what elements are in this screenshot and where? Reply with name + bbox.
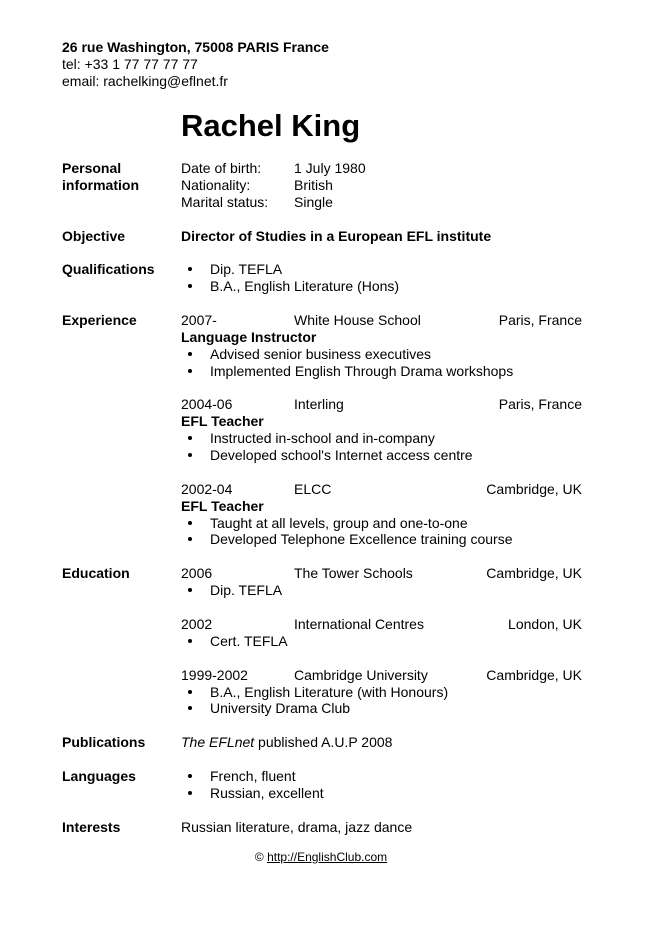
personal-key: Date of birth: (181, 160, 262, 176)
job-dates: 2004-06 (181, 396, 233, 412)
bullet-icon (188, 278, 192, 295)
language-item: French, fluent (210, 768, 296, 784)
job-dates: 2002-04 (181, 481, 233, 497)
bullet-icon (188, 447, 192, 464)
bullet-icon (188, 700, 192, 717)
bullet-icon (188, 768, 192, 785)
qualifications-label: Qualifications (62, 261, 155, 277)
publication-entry (181, 734, 392, 751)
edu-bullet: Dip. TEFLA (210, 582, 283, 598)
bullet-icon (188, 531, 192, 548)
job-title: Language Instructor (181, 329, 317, 345)
personal-label-line1: Personal (62, 160, 122, 176)
edu-place: London, UK (508, 616, 582, 632)
languages-label: Languages (62, 768, 136, 784)
personal-value: British (294, 177, 333, 193)
copyright-symbol: © (254, 850, 264, 864)
publications-label: Publications (62, 734, 146, 750)
language-item: Russian, excellent (210, 785, 324, 801)
edu-bullet: University Drama Club (210, 700, 351, 716)
footer (0, 850, 642, 865)
job-org: Interling (294, 396, 344, 412)
job-title: EFL Teacher (181, 498, 264, 514)
personal-label-line2: information (62, 177, 139, 193)
edu-bullet: B.A., English Literature (with Honours) (210, 684, 449, 700)
job-title: EFL Teacher (181, 413, 264, 429)
edu-org: Cambridge University (294, 667, 428, 683)
personal-key: Marital status: (181, 194, 269, 210)
personal-key: Nationality: (181, 177, 251, 193)
job-bullet: Developed school's Internet access centre (210, 447, 473, 463)
candidate-name: Rachel King (181, 108, 361, 143)
interests-label: Interests (62, 819, 121, 835)
publication-details: published A.U.P 2008 (254, 734, 393, 750)
bullet-icon (188, 515, 192, 532)
bullet-icon (188, 633, 192, 650)
qualification-item: Dip. TEFLA (210, 261, 283, 277)
bullet-icon (188, 363, 192, 380)
edu-dates: 2006 (181, 565, 213, 581)
edu-bullet: Cert. TEFLA (210, 633, 288, 649)
job-bullet: Developed Telephone Excellence training course (210, 531, 513, 547)
publication-title: The EFLnet (181, 734, 255, 750)
job-bullet: Instructed in-school and in-company (210, 430, 435, 446)
edu-org: The Tower Schools (294, 565, 413, 581)
bullet-icon (188, 582, 192, 599)
bullet-icon (188, 430, 192, 447)
job-place: Paris, France (498, 396, 582, 412)
contact-address: 26 rue Washington, 75008 PARIS France (62, 39, 329, 55)
qualification-item: B.A., English Literature (Hons) (210, 278, 400, 294)
job-place: Cambridge, UK (486, 481, 582, 497)
bullet-icon (188, 346, 192, 363)
job-bullet: Implemented English Through Drama workshops (210, 363, 514, 379)
job-dates: 2007- (181, 312, 217, 328)
objective-text: Director of Studies in a European EFL institute (181, 228, 492, 244)
job-org: White House School (294, 312, 421, 328)
personal-value: 1 July 1980 (294, 160, 366, 176)
job-bullet: Taught at all levels, group and one-to-one (210, 515, 468, 531)
interests-text: Russian literature, drama, jazz dance (181, 819, 413, 835)
contact-email: email: rachelking@eflnet.fr (62, 73, 228, 89)
edu-dates: 2002 (181, 616, 213, 632)
bullet-icon (188, 684, 192, 701)
edu-org: International Centres (294, 616, 424, 632)
bullet-icon (188, 261, 192, 278)
edu-place: Cambridge, UK (486, 565, 582, 581)
bullet-icon (188, 785, 192, 802)
job-org: ELCC (294, 481, 332, 497)
objective-label: Objective (62, 228, 126, 244)
edu-place: Cambridge, UK (486, 667, 582, 683)
contact-phone: tel: +33 1 77 77 77 77 (62, 56, 198, 72)
job-place: Paris, France (498, 312, 582, 328)
edu-dates: 1999-2002 (181, 667, 248, 683)
experience-label: Experience (62, 312, 137, 328)
job-bullet: Advised senior business executives (210, 346, 432, 362)
personal-value: Single (294, 194, 333, 210)
englishclub-link[interactable]: http://EnglishClub.com (267, 850, 388, 864)
education-label: Education (62, 565, 130, 581)
